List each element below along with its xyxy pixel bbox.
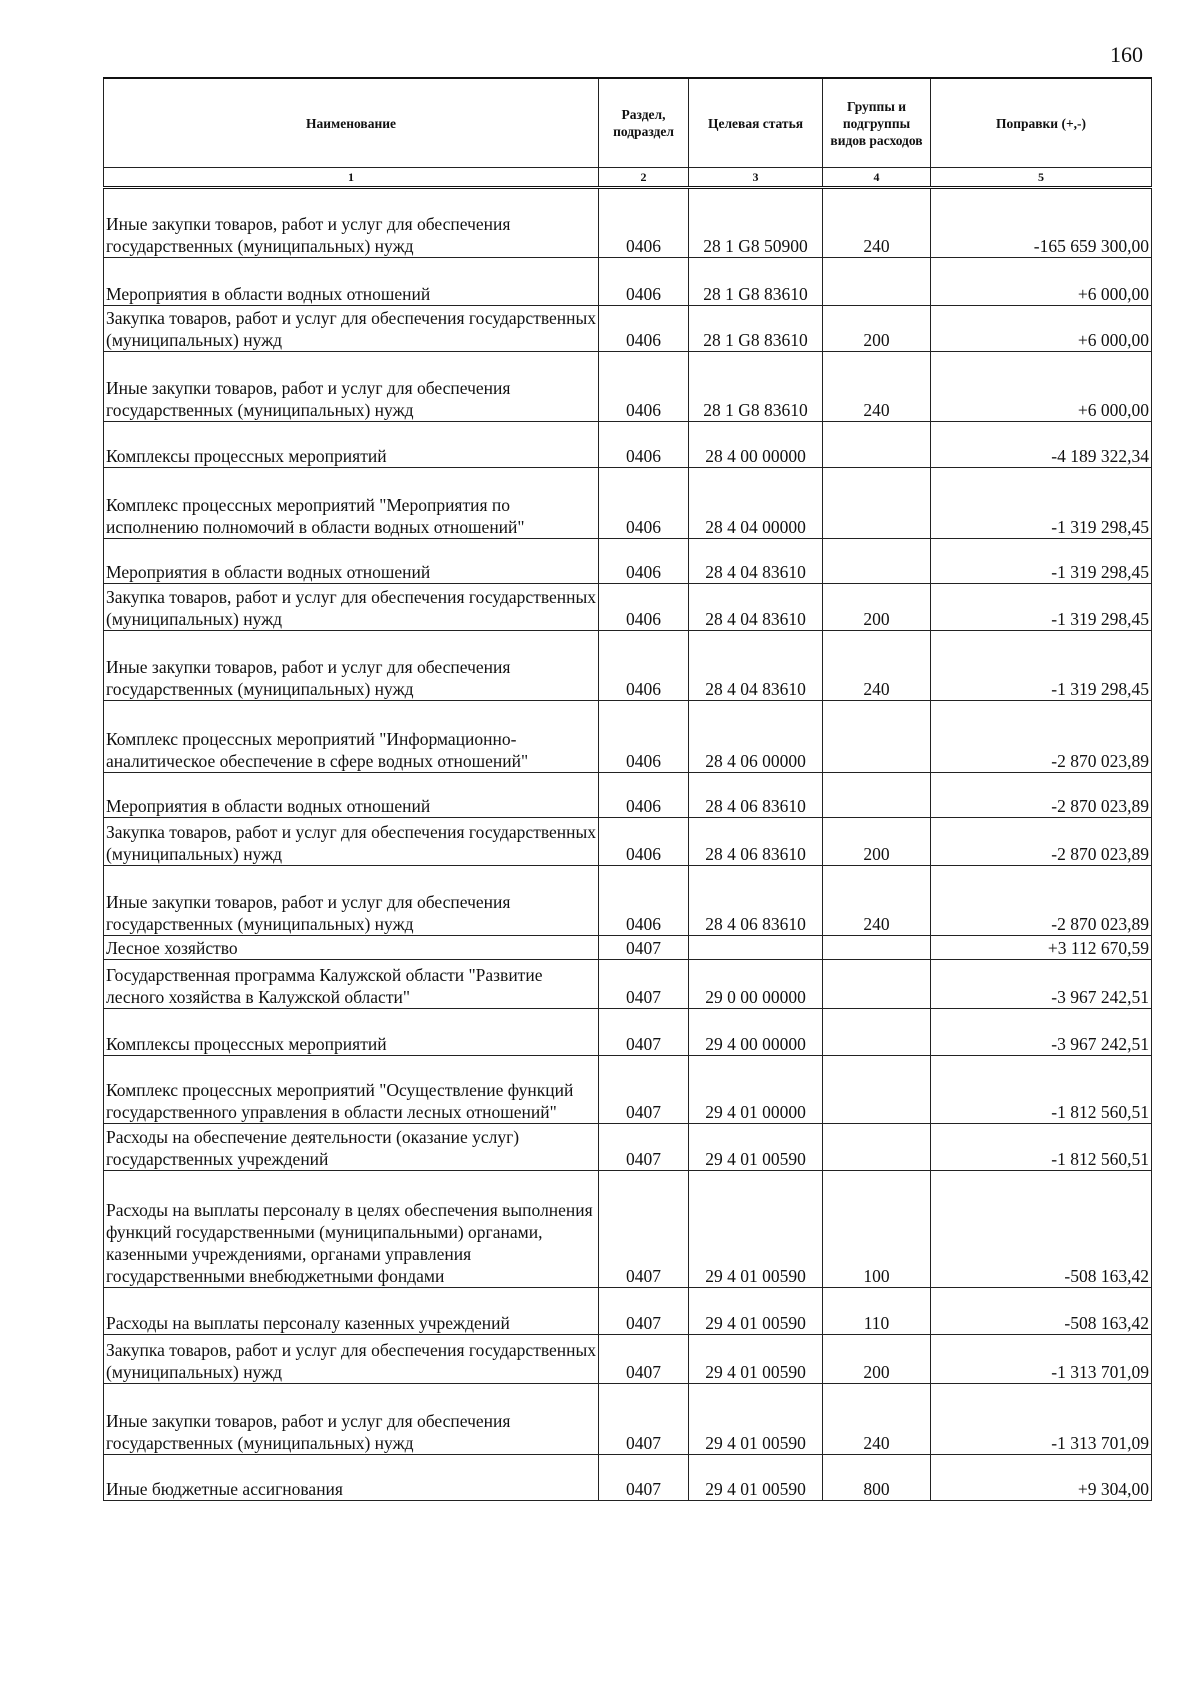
header-target: Целевая статья xyxy=(689,78,823,168)
budget-amendments-table xyxy=(103,77,1152,1501)
table-row xyxy=(104,539,1152,584)
row-group-cell: 200 xyxy=(823,306,931,352)
column-number: 1 xyxy=(104,168,599,188)
table-row xyxy=(104,352,1152,422)
row-group-cell: 240 xyxy=(823,631,931,701)
row-name-cell: Иные бюджетные ассигнования xyxy=(104,1455,599,1501)
column-number-row xyxy=(104,168,1152,188)
row-target-cell: 28 4 06 83610 xyxy=(689,773,823,818)
row-group-cell: 200 xyxy=(823,818,931,866)
row-group-cell: 110 xyxy=(823,1288,931,1335)
table-row xyxy=(104,1335,1152,1384)
row-name-cell: Закупка товаров, работ и услуг для обеспечения государственных (муниципальных) нужд xyxy=(104,584,599,631)
column-number: 3 xyxy=(689,168,823,188)
row-name-cell: Комплексы процессных мероприятий xyxy=(104,422,599,468)
row-section-cell: 0407 xyxy=(599,1124,689,1171)
row-amount-cell: -1 319 298,45 xyxy=(931,631,1152,701)
row-section-cell: 0406 xyxy=(599,468,689,539)
page-number: 160 xyxy=(1110,42,1143,67)
row-name-cell: Лесное хозяйство xyxy=(104,936,599,960)
table-row xyxy=(104,631,1152,701)
row-section-cell: 0407 xyxy=(599,1288,689,1335)
table-row xyxy=(104,306,1152,352)
row-amount-cell: -165 659 300,00 xyxy=(931,188,1152,258)
row-name-cell: Иные закупки товаров, работ и услуг для обеспечения государственных (муниципальных) нужд xyxy=(104,866,599,936)
table-row xyxy=(104,1455,1152,1501)
row-section-cell: 0406 xyxy=(599,539,689,584)
row-target-cell: 29 4 01 00590 xyxy=(689,1455,823,1501)
row-amount-cell: +6 000,00 xyxy=(931,258,1152,306)
row-name-cell: Иные закупки товаров, работ и услуг для обеспечения государственных (муниципальных) нужд xyxy=(104,631,599,701)
table-row xyxy=(104,468,1152,539)
row-name-cell: Закупка товаров, работ и услуг для обеспечения государственных (муниципальных) нужд xyxy=(104,818,599,866)
table-row xyxy=(104,1009,1152,1056)
table-row xyxy=(104,1124,1152,1171)
table-row xyxy=(104,188,1152,258)
row-section-cell: 0407 xyxy=(599,960,689,1009)
row-group-cell: 240 xyxy=(823,866,931,936)
row-target-cell: 29 4 01 00590 xyxy=(689,1288,823,1335)
row-amount-cell: +6 000,00 xyxy=(931,352,1152,422)
table-body xyxy=(104,188,1152,1501)
header-groups: Группы и подгруппы видов расходов xyxy=(823,78,931,168)
row-name-cell: Расходы на выплаты персоналу казенных учреждений xyxy=(104,1288,599,1335)
row-amount-cell: -1 319 298,45 xyxy=(931,468,1152,539)
row-name-cell: Расходы на обеспечение деятельности (оказание услуг) государственных учреждений xyxy=(104,1124,599,1171)
row-amount-cell: +3 112 670,59 xyxy=(931,936,1152,960)
row-amount-cell: -1 319 298,45 xyxy=(931,539,1152,584)
row-target-cell: 28 1 G8 50900 xyxy=(689,188,823,258)
row-section-cell: 0407 xyxy=(599,936,689,960)
table-row xyxy=(104,1171,1152,1288)
row-group-cell xyxy=(823,960,931,1009)
row-name-cell: Государственная программа Калужской области "Развитие лесного хозяйства в Калужской области" xyxy=(104,960,599,1009)
row-target-cell: 29 4 01 00590 xyxy=(689,1384,823,1455)
column-number: 4 xyxy=(823,168,931,188)
row-name-cell: Иные закупки товаров, работ и услуг для обеспечения государственных (муниципальных) нужд xyxy=(104,352,599,422)
row-section-cell: 0406 xyxy=(599,631,689,701)
column-number: 2 xyxy=(599,168,689,188)
table-row xyxy=(104,1056,1152,1124)
row-name-cell: Иные закупки товаров, работ и услуг для обеспечения государственных (муниципальных) нужд xyxy=(104,188,599,258)
row-amount-cell: -2 870 023,89 xyxy=(931,773,1152,818)
header-name: Наименование xyxy=(104,78,599,168)
row-amount-cell: +9 304,00 xyxy=(931,1455,1152,1501)
row-name-cell: Закупка товаров, работ и услуг для обеспечения государственных (муниципальных) нужд xyxy=(104,1335,599,1384)
row-target-cell: 29 4 01 00590 xyxy=(689,1124,823,1171)
row-group-cell: 240 xyxy=(823,188,931,258)
row-target-cell: 28 4 06 83610 xyxy=(689,866,823,936)
row-group-cell xyxy=(823,422,931,468)
table-row xyxy=(104,422,1152,468)
row-section-cell: 0406 xyxy=(599,306,689,352)
row-group-cell xyxy=(823,936,931,960)
table-row xyxy=(104,936,1152,960)
row-amount-cell: -2 870 023,89 xyxy=(931,701,1152,773)
row-section-cell: 0407 xyxy=(599,1384,689,1455)
row-target-cell: 29 0 00 00000 xyxy=(689,960,823,1009)
row-target-cell: 28 4 04 83610 xyxy=(689,584,823,631)
table-row xyxy=(104,1288,1152,1335)
row-section-cell: 0406 xyxy=(599,866,689,936)
row-amount-cell: -3 967 242,51 xyxy=(931,1009,1152,1056)
row-group-cell xyxy=(823,1124,931,1171)
row-target-cell: 28 1 G8 83610 xyxy=(689,306,823,352)
row-section-cell: 0407 xyxy=(599,1056,689,1124)
table-row xyxy=(104,1384,1152,1455)
row-amount-cell: +6 000,00 xyxy=(931,306,1152,352)
row-group-cell xyxy=(823,468,931,539)
row-section-cell: 0406 xyxy=(599,188,689,258)
row-name-cell: Мероприятия в области водных отношений xyxy=(104,539,599,584)
row-section-cell: 0406 xyxy=(599,701,689,773)
table-row xyxy=(104,701,1152,773)
row-group-cell xyxy=(823,539,931,584)
row-name-cell: Мероприятия в области водных отношений xyxy=(104,773,599,818)
row-target-cell: 28 4 04 83610 xyxy=(689,539,823,584)
row-target-cell: 29 4 01 00590 xyxy=(689,1171,823,1288)
row-section-cell: 0406 xyxy=(599,584,689,631)
row-group-cell xyxy=(823,1009,931,1056)
table-header-row xyxy=(104,78,1152,168)
row-section-cell: 0406 xyxy=(599,818,689,866)
header-section: Раздел, подраздел xyxy=(599,78,689,168)
row-section-cell: 0407 xyxy=(599,1009,689,1056)
row-name-cell: Комплекс процессных мероприятий "Мероприятия по исполнению полномочий в области водных отношений" xyxy=(104,468,599,539)
row-group-cell xyxy=(823,1056,931,1124)
row-target-cell: 29 4 01 00000 xyxy=(689,1056,823,1124)
row-target-cell xyxy=(689,936,823,960)
table-row xyxy=(104,866,1152,936)
row-section-cell: 0406 xyxy=(599,258,689,306)
table-row xyxy=(104,773,1152,818)
row-amount-cell: -2 870 023,89 xyxy=(931,818,1152,866)
row-amount-cell: -1 812 560,51 xyxy=(931,1056,1152,1124)
row-target-cell: 28 1 G8 83610 xyxy=(689,258,823,306)
row-name-cell: Расходы на выплаты персоналу в целях обеспечения выполнения функций государственными (муниципальными) органами, казенными учреждениями, органами управления государственными внебюджетными фондами xyxy=(104,1171,599,1288)
row-amount-cell: -2 870 023,89 xyxy=(931,866,1152,936)
row-section-cell: 0406 xyxy=(599,773,689,818)
row-target-cell: 28 4 06 83610 xyxy=(689,818,823,866)
row-name-cell: Комплексы процессных мероприятий xyxy=(104,1009,599,1056)
row-group-cell xyxy=(823,701,931,773)
row-target-cell: 29 4 00 00000 xyxy=(689,1009,823,1056)
row-name-cell: Мероприятия в области водных отношений xyxy=(104,258,599,306)
row-group-cell: 200 xyxy=(823,584,931,631)
row-amount-cell: -508 163,42 xyxy=(931,1171,1152,1288)
row-section-cell: 0407 xyxy=(599,1171,689,1288)
row-section-cell: 0406 xyxy=(599,352,689,422)
row-amount-cell: -4 189 322,34 xyxy=(931,422,1152,468)
row-group-cell: 240 xyxy=(823,352,931,422)
row-amount-cell: -3 967 242,51 xyxy=(931,960,1152,1009)
row-target-cell: 28 4 06 00000 xyxy=(689,701,823,773)
row-group-cell: 240 xyxy=(823,1384,931,1455)
table-row xyxy=(104,960,1152,1009)
row-name-cell: Комплекс процессных мероприятий "Осуществление функций государственного управления в области лесных отношений" xyxy=(104,1056,599,1124)
table-row xyxy=(104,258,1152,306)
row-amount-cell: -1 313 701,09 xyxy=(931,1335,1152,1384)
row-group-cell: 200 xyxy=(823,1335,931,1384)
row-group-cell xyxy=(823,258,931,306)
row-group-cell xyxy=(823,773,931,818)
row-target-cell: 28 4 04 00000 xyxy=(689,468,823,539)
table-row xyxy=(104,584,1152,631)
row-section-cell: 0406 xyxy=(599,422,689,468)
row-section-cell: 0407 xyxy=(599,1335,689,1384)
column-number: 5 xyxy=(931,168,1152,188)
row-section-cell: 0407 xyxy=(599,1455,689,1501)
row-group-cell: 800 xyxy=(823,1455,931,1501)
row-target-cell: 29 4 01 00590 xyxy=(689,1335,823,1384)
table-row xyxy=(104,818,1152,866)
header-amendments: Поправки (+,-) xyxy=(931,78,1152,168)
row-name-cell: Закупка товаров, работ и услуг для обеспечения государственных (муниципальных) нужд xyxy=(104,306,599,352)
row-amount-cell: -1 319 298,45 xyxy=(931,584,1152,631)
row-name-cell: Иные закупки товаров, работ и услуг для обеспечения государственных (муниципальных) нужд xyxy=(104,1384,599,1455)
row-target-cell: 28 4 04 83610 xyxy=(689,631,823,701)
row-target-cell: 28 4 00 00000 xyxy=(689,422,823,468)
row-name-cell: Комплекс процессных мероприятий "Информационно-аналитическое обеспечение в сфере водных отношений" xyxy=(104,701,599,773)
row-target-cell: 28 1 G8 83610 xyxy=(689,352,823,422)
row-amount-cell: -508 163,42 xyxy=(931,1288,1152,1335)
row-amount-cell: -1 313 701,09 xyxy=(931,1384,1152,1455)
row-amount-cell: -1 812 560,51 xyxy=(931,1124,1152,1171)
row-group-cell: 100 xyxy=(823,1171,931,1288)
